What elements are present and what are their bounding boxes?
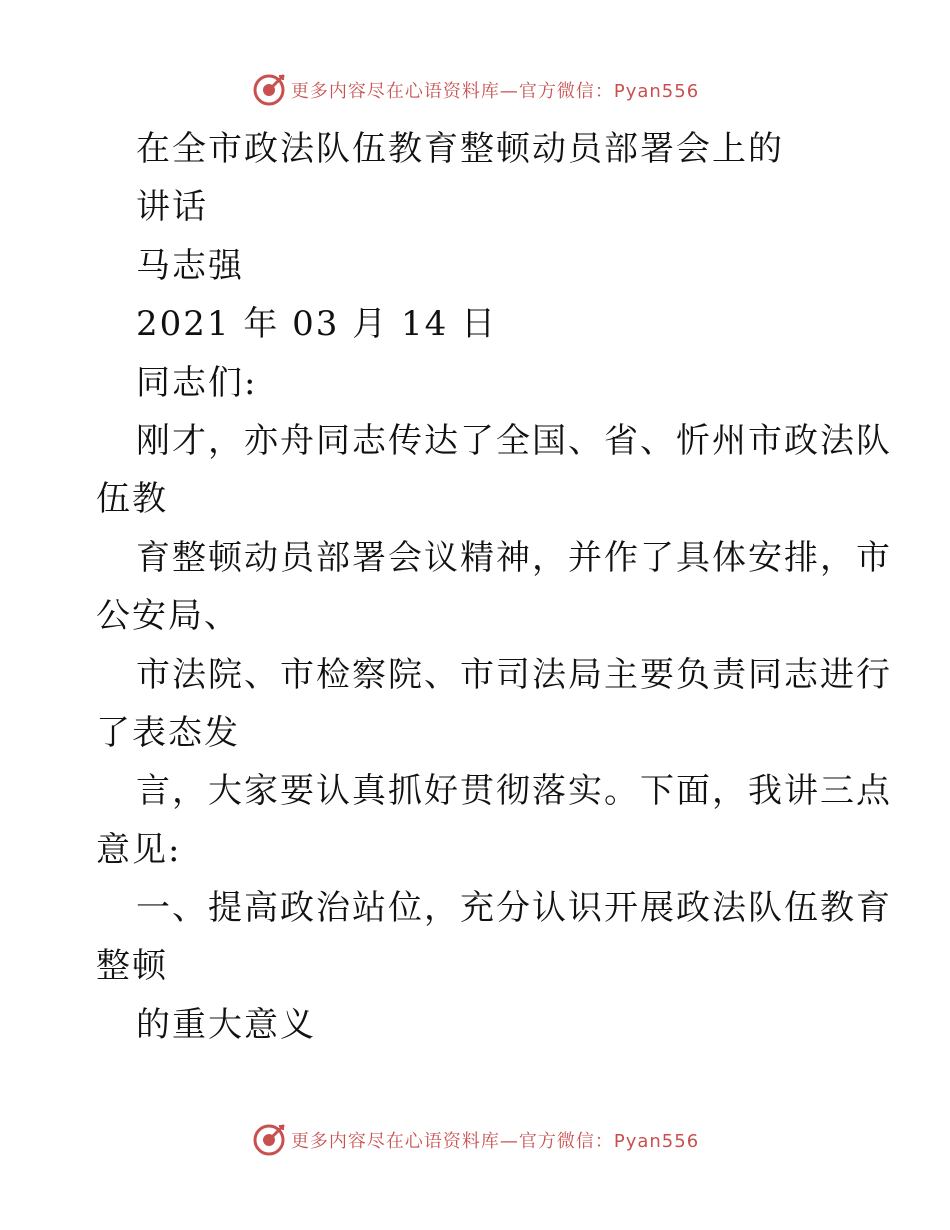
text-line: 刚才，亦舟同志传达了全国、省、忻州市政法队 <box>136 420 892 461</box>
text-line: 一、提高政治站位，充分认识开展政法队伍教育 <box>136 888 892 929</box>
text-line: 同志们: <box>136 362 258 403</box>
footer-watermark <box>0 1120 950 1160</box>
text-line: 马志强 <box>136 245 244 286</box>
text-line: 的重大意义 <box>136 1004 316 1045</box>
text-line: 言，大家要认真抓好贯彻落实。下面，我讲三点 <box>136 771 892 812</box>
header-watermark-text: 更多内容尽在心语资料库—官方微信：Pyan556 <box>290 81 700 102</box>
text-line: 在全市政法队伍教育整顿动员部署会上的 <box>136 129 784 169</box>
logo-icon <box>251 72 287 108</box>
text-line: 了表态发 <box>96 712 240 753</box>
text-line: 伍教 <box>96 479 168 520</box>
logo-icon <box>251 1122 287 1158</box>
text-line: 市法院、市检察院、市司法局主要负责同志进行 <box>136 654 892 695</box>
text-line: 2021 年 03 月 14 日 <box>136 304 498 345</box>
text-line: 意见: <box>96 829 182 870</box>
text-line: 整顿 <box>96 946 168 987</box>
text-line: 育整顿动员部署会议精神，并作了具体安排，市 <box>136 537 892 578</box>
document-body <box>96 120 892 1054</box>
header-watermark <box>0 70 950 110</box>
text-line: 公安局、 <box>96 596 240 637</box>
text-line: 讲话 <box>136 187 208 228</box>
footer-watermark-text: 更多内容尽在心语资料库—官方微信：Pyan556 <box>290 1131 700 1152</box>
